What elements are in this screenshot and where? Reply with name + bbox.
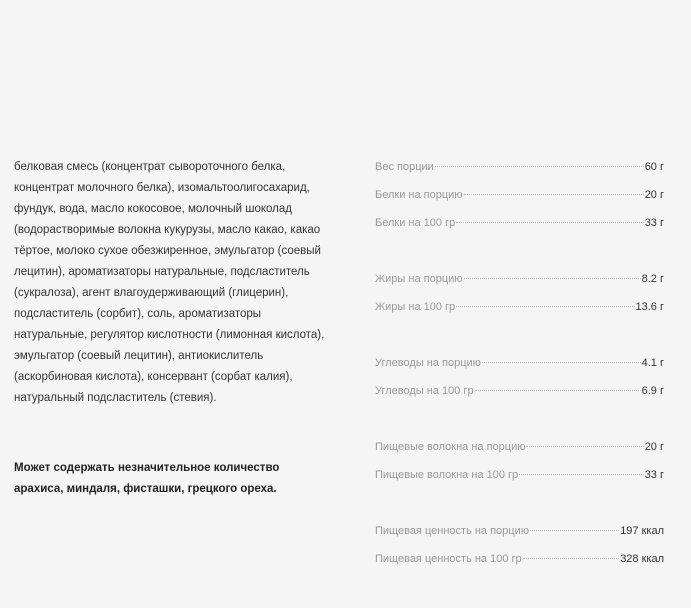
allergen-warning-text: Может содержать незначительное количество арахиса, миндаля, фисташки, грецкого ореха.: [14, 461, 280, 495]
dotted-leader: [464, 278, 641, 279]
dotted-leader: [435, 166, 644, 167]
ingredients-text: белковая смесь (концентрат сывороточного белка, концентрат молочного белка), изомальтоолигосахарид, фундук, вода, масло кокосовое, молочный шоколад (водорастворимые волокна кукурузы, масло какао, какао тёртое, молоко сухое обезжиренное, эмульгатор (соевый лецитин), ароматизаторы натуральные, подсластитель (сукралоза), агент влагоудерживающий (глицерин), подсластитель (сорбит), соль, ароматизаторы натуральные, регулятор кислотности (лимонная кислота), эмульгатор (соевый лецитин), антиокислитель (аскорбиновая кислота), консервант (сорбат калия), натуральный подсластитель (стевия).: [14, 161, 325, 404]
dotted-leader: [456, 306, 634, 307]
nutrition-value: 60 г: [644, 161, 664, 173]
nutrition-label: Углеводы на 100 гр: [375, 385, 474, 397]
nutrition-row-carbs-serving: [375, 357, 664, 375]
nutrition-value: 4.1 г: [641, 357, 664, 369]
nutrition-label: Пищевая ценность на порцию: [375, 525, 529, 537]
nutrition-value: 6.9 г: [641, 385, 664, 397]
dotted-leader: [464, 194, 644, 195]
allergen-warning: [14, 446, 326, 511]
dotted-leader: [519, 474, 644, 475]
nutrition-value: 20 г: [644, 189, 664, 201]
nutrition-label: Пищевые волокна на порцию: [375, 441, 526, 453]
nutrition-row-energy-100g: [375, 553, 664, 571]
nutrition-row-protein-100g: [375, 217, 664, 235]
dotted-leader: [482, 362, 641, 363]
nutrition-value: 33 г: [644, 469, 664, 481]
nutrition-row-fiber-serving: [375, 441, 664, 459]
nutrition-row-fat-100g: [375, 301, 664, 319]
ingredients-section: [14, 157, 326, 409]
dotted-leader: [526, 446, 643, 447]
nutrition-row-protein-serving: [375, 189, 664, 207]
nutrition-row-fiber-100g: [375, 469, 664, 487]
nutrition-value: 13.6 г: [635, 301, 664, 313]
nutrition-row-carbs-100g: [375, 385, 664, 403]
nutrition-label: Пищевая ценность на 100 гр: [375, 553, 522, 565]
nutrition-label: Жиры на порцию: [375, 273, 463, 285]
nutrition-value: 197 ккал: [620, 525, 664, 537]
dotted-leader: [530, 530, 619, 531]
nutrition-label: Жиры на 100 гр: [375, 301, 456, 313]
nutrition-label: Белки на 100 гр: [375, 217, 456, 229]
nutrition-row-fat-serving: [375, 273, 664, 291]
nutrition-label: Пищевые волокна на 100 гр: [375, 469, 519, 481]
dotted-leader: [456, 222, 643, 223]
nutrition-value: 8.2 г: [641, 273, 664, 285]
nutrition-row-energy-serving: [375, 525, 664, 543]
nutrition-value: 20 г: [644, 441, 664, 453]
nutrition-value: 328 ккал: [620, 553, 664, 565]
nutrition-label: Углеводы на порцию: [375, 357, 481, 369]
nutrition-label: Вес порции: [375, 161, 434, 173]
dotted-leader: [475, 390, 641, 391]
nutrition-label: Белки на порцию: [375, 189, 463, 201]
nutrition-row-serving-weight: [375, 161, 664, 179]
nutrition-value: 33 г: [644, 217, 664, 229]
dotted-leader: [523, 558, 620, 559]
